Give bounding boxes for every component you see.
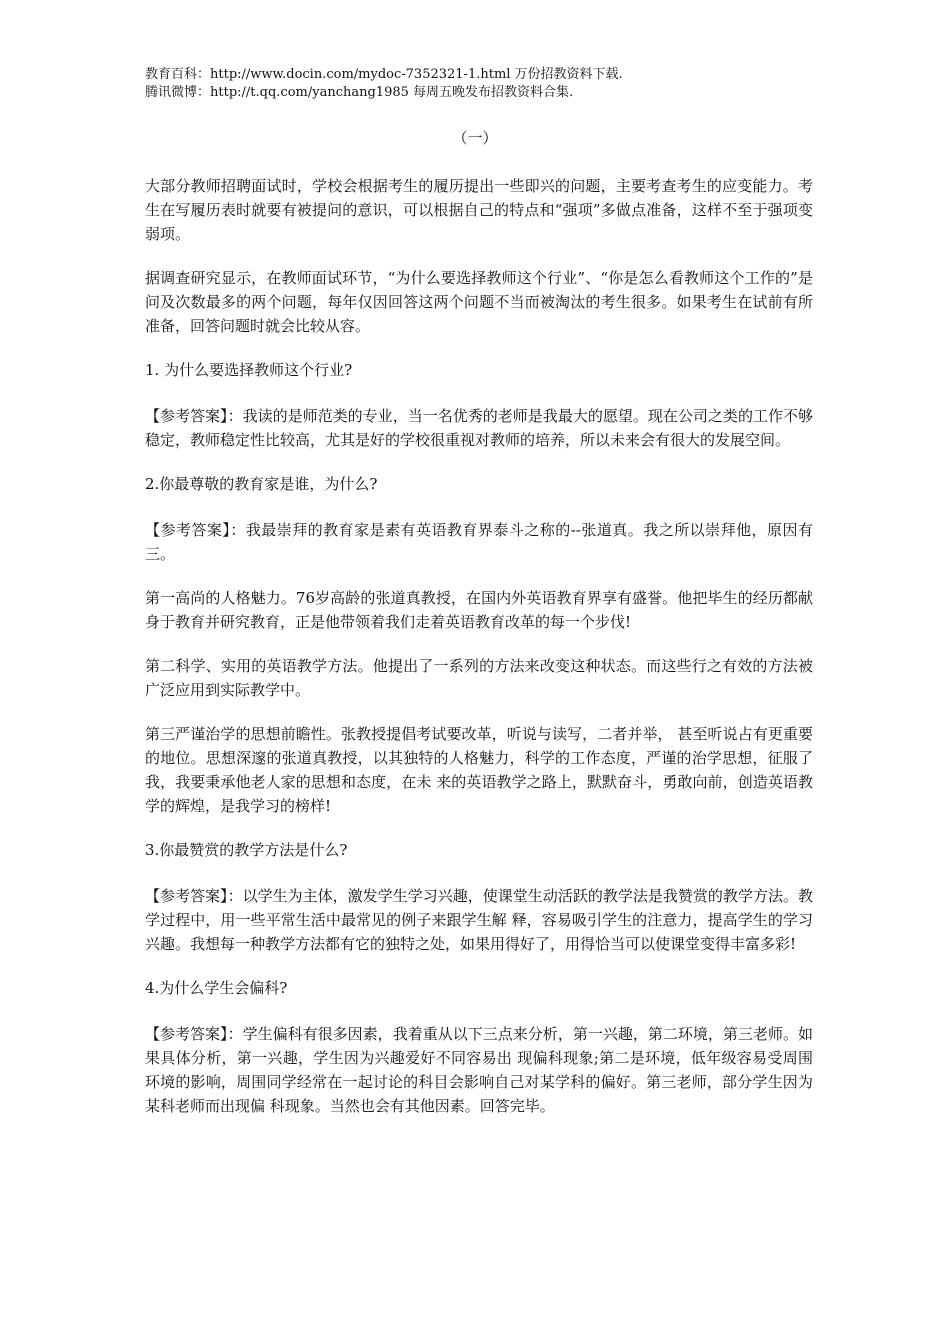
answer-label: 【参考答案】: [145, 407, 228, 425]
document-body: [145, 174, 813, 1138]
answer-label: 【参考答案】: [145, 1025, 228, 1043]
answer-4-text: ：学生偏科有很多因素，我着重从以下三点来分析，第一兴趣，第二环境，第三老师。如果具体分析，第一兴趣，学生因为兴趣爱好不同容易出 现偏科现象;第二是环境，低年级容易受周围环境的影响，周围同学经常在一起讨论的科目会影响自己对某学科的偏好。第三老师，部分学生因为某科老师而出现偏 科现象。当然也会有其他因素。回答完毕。: [145, 1025, 813, 1115]
answer-2-point-1: 第一高尚的人格魅力。76岁高龄的张道真教授，在国内外英语教育界享有盛誉。他把毕生的经历都献身于教育并研究教育，正是他带领着我们走着英语教育改革的每一个步伐!: [145, 589, 813, 631]
question-3: 3.你最赞赏的教学方法是什么?: [145, 841, 348, 859]
intro-paragraph-1: 大部分教师招聘面试时，学校会根据考生的履历提出一些即兴的问题，主要考查考生的应变能力。考生在写履历表时就要有被提问的意识，可以根据自己的特点和“强项”多做点准备，这样不至于强项变弱项。: [145, 177, 813, 243]
answer-3: [145, 884, 813, 956]
question-4: 4.为什么学生会偏科?: [145, 979, 288, 997]
answer-1: [145, 404, 813, 452]
answer-2: [145, 518, 813, 566]
question-1: 1. 为什么要选择教师这个行业?: [145, 361, 353, 379]
answer-2-point-3: 第三严谨治学的思想前瞻性。张教授提倡考试要改革，听说与读写，二者并举， 甚至听说占有更重要的地位。思想深邃的张道真教授，以其独特的人格魅力，科学的工作态度，严谨的治学思想，征服了我，我要秉承他老人家的思想和态度，在未 来的英语教学之路上，默默奋斗，勇敢向前，创造英语教学的辉煌，是我学习的榜样!: [145, 725, 813, 815]
answer-label: 【参考答案】: [145, 521, 231, 539]
answer-3-text: ：以学生为主体，激发学生学习兴趣，使课堂生动活跃的教学法是我赞赏的教学方法。教学过程中，用一些平常生活中最常见的例子来跟学生解 释，容易吸引学生的注意力，提高学生的学习兴趣。我想每一种教学方法都有它的独特之处，如果用得好了，用得恰当可以使课堂变得丰富多彩!: [145, 887, 813, 953]
answer-2-text: ：我最崇拜的教育家是素有英语教育界泰斗之称的--张道真。我之所以崇拜他，原因有三。: [145, 521, 813, 563]
section-title: （一）: [452, 129, 498, 147]
header-line-weibo: 腾讯微博：http://t.qq.com/yanchang1985 每周五晚发布招教资料合集.: [145, 85, 574, 100]
page-header: [145, 66, 845, 102]
header-line-encyclopedia: 教育百科：http://www.docin.com/mydoc-7352321-1.html 万份招教资料下载.: [145, 67, 623, 82]
answer-label: 【参考答案】: [145, 887, 228, 905]
question-2: 2.你最尊敬的教育家是谁，为什么?: [145, 475, 378, 493]
intro-paragraph-2: 据调查研究显示，在教师面试环节，“为什么要选择教师这个行业”、“你是怎么看教师这个工作的”是问及次数最多的两个问题，每年仅因回答这两个问题不当而被淘汰的考生很多。如果考生在试前有所准备，回答问题时就会比较从容。: [145, 269, 813, 335]
answer-4: [145, 1022, 813, 1118]
answer-2-point-2: 第二科学、实用的英语教学方法。他提出了一系列的方法来改变这种状态。而这些行之有效的方法被广泛应用到实际教学中。: [145, 657, 813, 699]
answer-1-text: ：我读的是师范类的专业，当一名优秀的老师是我最大的愿望。现在公司之类的工作不够稳定，教师稳定性比较高，尤其是好的学校很重视对教师的培养，所以未来会有很大的发展空间。: [145, 407, 813, 449]
